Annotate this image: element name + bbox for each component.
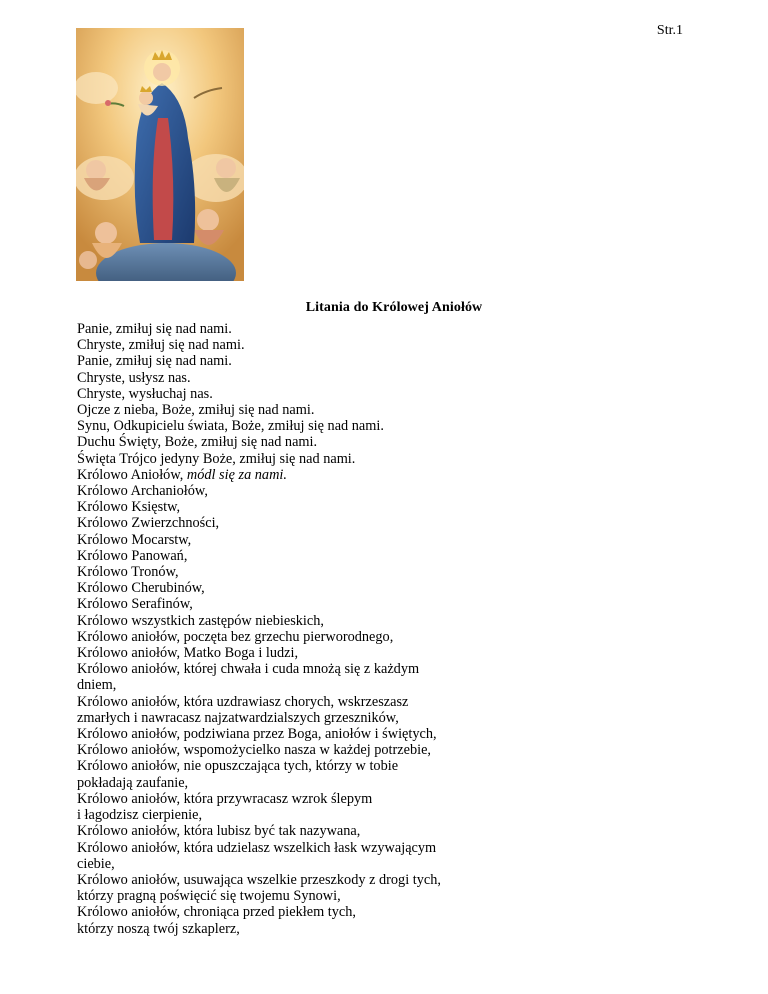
litany-line-text: Duchu Święty, Boże, zmiłuj się nad nami.	[77, 434, 318, 451]
litany-line-text: Królowo Mocarstw,	[77, 531, 192, 548]
litany-line-text: Królowo Archaniołów,	[77, 483, 208, 500]
litany-line-text: Królowo Zwierzchności,	[77, 515, 220, 532]
litany-line	[77, 434, 697, 450]
litany-line-text: Chryste, usłysz nas.	[77, 369, 191, 386]
litany-line	[77, 904, 697, 920]
litany-line-text: dniem,	[77, 677, 117, 694]
litany-line	[77, 888, 697, 904]
litany-line	[77, 791, 697, 807]
litany-line	[77, 645, 697, 661]
litany-line	[77, 337, 697, 353]
litany-text	[77, 321, 697, 937]
litany-line	[77, 402, 697, 418]
litany-response: módl się za nami.	[186, 466, 287, 483]
litany-line	[77, 856, 697, 872]
litany-line	[77, 629, 697, 645]
litany-line-text: Królowo Panowań,	[77, 547, 188, 564]
litany-line	[77, 758, 697, 774]
litany-line-text: Królowo aniołów, Matko Boga i ludzi,	[77, 645, 299, 662]
litany-line	[77, 710, 697, 726]
litany-line-text: Królowo aniołów, podziwiana przez Boga, aniołów i świętych,	[77, 726, 437, 743]
litany-line-text: Królowo aniołów, która uzdrawiasz chorych, wskrzeszasz	[77, 693, 409, 710]
litany-line	[77, 840, 697, 856]
litany-line	[77, 515, 697, 531]
litany-line-text: zmarłych i nawracasz najzatwardzialszych grzeszników,	[77, 709, 399, 726]
litany-line-text: Święta Trójco jedyny Boże, zmiłuj się nad nami.	[77, 450, 356, 467]
litany-line	[77, 807, 697, 823]
litany-line-text: Chryste, zmiłuj się nad nami.	[77, 337, 245, 354]
litany-line	[77, 564, 697, 580]
litany-line-text: Panie, zmiłuj się nad nami.	[77, 321, 232, 337]
litany-line-text: Królowo aniołów, poczęta bez grzechu pierworodnego,	[77, 628, 394, 645]
litany-line-text: Królowo aniołów, która przywracasz wzrok ślepym	[77, 790, 373, 807]
litany-line	[77, 532, 697, 548]
litany-line	[77, 321, 697, 337]
litany-line-text: Ojcze z nieba, Boże, zmiłuj się nad nami.	[77, 402, 315, 419]
litany-line	[77, 677, 697, 693]
litany-line-text: którzy pragną poświęcić się twojemu Synowi,	[77, 888, 341, 905]
litany-line-text: Królowo Cherubinów,	[77, 580, 205, 597]
litany-title: Litania do Królowej Aniołów	[305, 300, 483, 315]
litany-line	[77, 548, 697, 564]
litany-line-text: Panie, zmiłuj się nad nami.	[77, 353, 232, 370]
litany-line-text: Królowo aniołów, która udzielasz wszelkich łask wzywającym	[77, 839, 437, 856]
litany-line	[77, 742, 697, 758]
litany-line-text: którzy noszą twój szkaplerz,	[77, 920, 240, 937]
litany-line-text: Królowo aniołów, której chwała i cuda mnożą się z każdym	[77, 661, 420, 678]
litany-line	[77, 467, 697, 483]
litany-line-text: i łagodzisz cierpienie,	[77, 807, 203, 824]
page-number: Str.1	[656, 23, 683, 38]
litany-line	[77, 353, 697, 369]
litany-line	[77, 499, 697, 515]
litany-line	[77, 872, 697, 888]
litany-line	[77, 370, 697, 386]
litany-line-text: ciebie,	[77, 855, 115, 872]
litany-line	[77, 694, 697, 710]
litany-line-text: Królowo Aniołów,	[77, 466, 187, 483]
litany-line-text: Królowo aniołów, która lubisz być tak nazywana,	[77, 823, 361, 840]
litany-line-text: Królowo Tronów,	[77, 564, 179, 581]
litany-line-text: Chryste, wysłuchaj nas.	[77, 385, 213, 402]
litany-line	[77, 580, 697, 596]
litany-line-text: Królowo wszystkich zastępów niebieskich,	[77, 612, 324, 629]
litany-line	[77, 921, 697, 937]
litany-line	[77, 483, 697, 499]
litany-line	[77, 775, 697, 791]
litany-line	[77, 613, 697, 629]
litany-line	[77, 386, 697, 402]
litany-line	[77, 823, 697, 839]
litany-line	[77, 661, 697, 677]
litany-line-text: Królowo aniołów, usuwająca wszelkie przeszkody z drogi tych,	[77, 871, 441, 888]
litany-line-text: Królowo aniołów, wspomożycielko nasza w każdej potrzebie,	[77, 742, 432, 759]
madonna-picture	[76, 28, 244, 281]
litany-line-text: Królowo aniołów, nie opuszczająca tych, którzy w tobie	[77, 758, 399, 775]
litany-line-text: Królowo Księstw,	[77, 499, 181, 516]
litany-line-text: Królowo Serafinów,	[77, 596, 193, 613]
litany-line	[77, 418, 697, 434]
litany-line-text: Synu, Odkupicielu świata, Boże, zmiłuj się nad nami.	[77, 418, 384, 435]
litany-line	[77, 726, 697, 742]
madonna-illustration	[76, 28, 244, 281]
litany-line-text: pokładają zaufanie,	[77, 774, 189, 791]
litany-line	[77, 596, 697, 612]
litany-line	[77, 451, 697, 467]
litany-line-text: Królowo aniołów, chroniąca przed piekłem tych,	[77, 904, 356, 921]
